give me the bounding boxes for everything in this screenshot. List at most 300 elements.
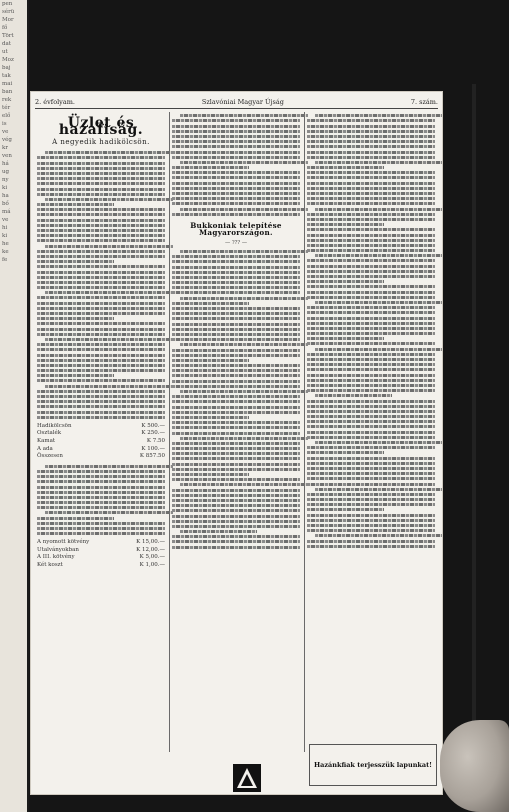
- illegible-text-line: [172, 520, 300, 523]
- edge-fragment: tér: [2, 105, 11, 111]
- illegible-text-line: [307, 156, 435, 159]
- illegible-text-line: [172, 140, 300, 143]
- ledger-label: Összesen: [37, 453, 63, 460]
- illegible-text-line: [172, 421, 300, 424]
- illegible-text-line: [37, 193, 165, 196]
- illegible-text-line: [307, 223, 384, 226]
- illegible-text-line: [307, 270, 435, 273]
- illegible-text-line: [307, 182, 435, 185]
- illegible-text-line: [37, 219, 165, 222]
- illegible-text-line: [45, 385, 173, 388]
- illegible-text-line: [307, 405, 435, 408]
- illegible-text-line: [180, 114, 308, 117]
- illegible-text-line: [45, 291, 173, 294]
- illegible-text-line: [37, 203, 114, 206]
- illegible-text-line: [172, 463, 300, 466]
- ledger-value: K 100.—: [141, 445, 165, 452]
- column-1: [37, 112, 165, 574]
- illegible-text-line: [307, 519, 435, 522]
- edge-fragment: ke: [2, 249, 9, 255]
- illegible-text-line: [172, 281, 300, 284]
- ledger-label: Hadikölcsön: [37, 422, 72, 429]
- edge-fragment: elő: [2, 113, 11, 119]
- illegible-text-line: [307, 322, 435, 325]
- illegible-text-line: [180, 390, 308, 393]
- ledger-table: [37, 423, 165, 461]
- illegible-text-line: [172, 364, 300, 367]
- illegible-text-line: [37, 359, 165, 362]
- illegible-text-line: [172, 473, 249, 476]
- article-body: [37, 151, 165, 419]
- illegible-text-line: [172, 192, 300, 195]
- ledger-value: K 12,00.—: [136, 546, 165, 553]
- illegible-text-line: [37, 416, 165, 419]
- illegible-text-line: [45, 245, 173, 248]
- illegible-text-line: [180, 437, 308, 440]
- illegible-text-line: [37, 496, 165, 499]
- illegible-text-line: [307, 332, 435, 335]
- illegible-text-line: [172, 406, 300, 409]
- illegible-text-line: [37, 224, 165, 227]
- illegible-text-line: [307, 436, 435, 439]
- illegible-text-line: [37, 506, 165, 509]
- illegible-text-line: [37, 271, 165, 274]
- illegible-text-line: [172, 509, 300, 512]
- illegible-text-line: [307, 451, 384, 454]
- illegible-text-line: [172, 540, 300, 543]
- illegible-text-line: [172, 385, 300, 388]
- edge-fragment: tak: [2, 73, 11, 79]
- illegible-text-line: [172, 166, 249, 169]
- illegible-text-line: [37, 162, 165, 165]
- page-header: [35, 96, 438, 109]
- illegible-text-line: [307, 420, 435, 423]
- illegible-text-line: [37, 527, 165, 530]
- illegible-text-line: [307, 503, 435, 506]
- edge-fragment: vég: [2, 137, 12, 143]
- illegible-text-line: [37, 411, 165, 414]
- illegible-text-line: [37, 260, 114, 263]
- illegible-text-line: [180, 161, 308, 164]
- illegible-text-line: [37, 229, 165, 232]
- illegible-text-line: [37, 475, 165, 478]
- illegible-text-line: [307, 410, 435, 413]
- column-3: [307, 112, 435, 550]
- illegible-text-line: [172, 187, 300, 190]
- ledger-value: K 1,00.—: [139, 561, 165, 568]
- illegible-text-line: [37, 354, 165, 357]
- ledger-value: K 500.—: [141, 422, 165, 429]
- illegible-text-line: [315, 488, 442, 491]
- illegible-text-line: [37, 486, 165, 489]
- edge-fragment: Tört: [2, 33, 14, 39]
- illegible-text-line: [37, 390, 165, 393]
- illegible-text-line: [37, 167, 165, 170]
- edge-fragment: ug: [2, 169, 10, 175]
- edge-fragment: ve: [2, 129, 9, 135]
- article2-body: [172, 250, 300, 549]
- illegible-text-line: [172, 202, 300, 205]
- illegible-text-line: [172, 432, 300, 435]
- illegible-text-line: [172, 400, 300, 403]
- illegible-text-line: [172, 135, 300, 138]
- illegible-text-line: [172, 354, 300, 357]
- illegible-text-line: [307, 197, 435, 200]
- illegible-text-line: [37, 333, 165, 336]
- illegible-text-line: [315, 114, 442, 117]
- illegible-text-line: [172, 176, 300, 179]
- illegible-text-line: [37, 307, 165, 310]
- edge-fragment: dat: [2, 41, 12, 47]
- illegible-text-line: [172, 457, 300, 460]
- illegible-text-line: [307, 306, 435, 309]
- ledger-row: [37, 554, 165, 562]
- illegible-text-line: [307, 140, 435, 143]
- illegible-text-line: [307, 213, 435, 216]
- illegible-text-line: [172, 494, 300, 497]
- illegible-text-line: [307, 415, 435, 418]
- illegible-text-line: [172, 213, 300, 216]
- edge-fragment: ki: [2, 233, 8, 239]
- illegible-text-line: [37, 322, 165, 325]
- ledger-value: K 5,00.—: [139, 554, 165, 561]
- illegible-text-line: [307, 540, 435, 543]
- illegible-text-line: [315, 254, 442, 257]
- edge-fragment: bő: [2, 201, 9, 207]
- illegible-text-line: [172, 255, 300, 258]
- edge-fragment: Moz: [2, 57, 14, 63]
- illegible-text-line: [307, 187, 435, 190]
- article2-body-continued: [307, 114, 435, 548]
- illegible-text-line: [172, 151, 300, 154]
- illegible-text-line: [37, 302, 165, 305]
- illegible-text-line: [37, 265, 165, 268]
- illegible-text-line: [315, 394, 392, 397]
- illegible-text-line: [37, 177, 165, 180]
- edge-fragment: fe: [2, 257, 8, 263]
- illegible-text-line: [315, 534, 442, 537]
- film-target-icon: [233, 764, 261, 792]
- illegible-text-line: [307, 151, 435, 154]
- illegible-text-line: [37, 281, 165, 284]
- illegible-text-line: [172, 369, 300, 372]
- newspaper-page: [31, 92, 442, 794]
- illegible-text-line: [307, 275, 435, 278]
- edge-fragment: sérü: [2, 9, 15, 15]
- illegible-text-line: [45, 338, 173, 341]
- illegible-text-line: [315, 161, 442, 164]
- illegible-text-line: [315, 301, 442, 304]
- article2-dateline: — ??? —: [224, 239, 248, 246]
- illegible-text-line: [180, 250, 308, 253]
- ledger-label: Két koszt: [37, 561, 63, 568]
- edge-fragment: pen: [2, 1, 13, 7]
- newspaper-title: Szlavóniai Magyar Újság: [201, 98, 284, 106]
- illegible-text-line: [37, 213, 165, 216]
- illegible-text-line: [307, 477, 435, 480]
- illegible-text-line: [307, 508, 384, 511]
- illegible-text-line: [307, 514, 435, 517]
- illegible-text-line: [172, 271, 300, 274]
- illegible-text-line: [172, 374, 300, 377]
- illegible-text-line: [37, 364, 165, 367]
- edge-fragment: Mor: [2, 17, 14, 23]
- illegible-text-line: [37, 470, 165, 473]
- illegible-text-line: [172, 266, 300, 269]
- illegible-text-line: [37, 296, 165, 299]
- illegible-text-line: [172, 426, 300, 429]
- illegible-text-line: [172, 312, 300, 315]
- illegible-text-line: [172, 525, 300, 528]
- illegible-text-line: [172, 411, 300, 414]
- ledger-value: K 250.—: [141, 430, 165, 437]
- edge-fragment: ut: [2, 49, 8, 55]
- illegible-text-line: [172, 156, 300, 159]
- ledger-row: [37, 438, 165, 446]
- ledger-value: K 15,00.—: [136, 539, 165, 546]
- illegible-text-line: [172, 359, 249, 362]
- edge-fragment: ki: [2, 185, 8, 191]
- illegible-text-line: [172, 276, 300, 279]
- illegible-text-line: [37, 501, 165, 504]
- illegible-text-line: [307, 249, 435, 252]
- illegible-text-line: [45, 151, 173, 154]
- illegible-text-line: [172, 395, 300, 398]
- edge-fragment: hi: [2, 225, 8, 231]
- illegible-text-line: [307, 493, 435, 496]
- illegible-text-line: [172, 307, 300, 310]
- ledger-label: A III. kötvény: [37, 554, 75, 561]
- edge-fragment: ban: [2, 89, 13, 95]
- edge-fragment: baj: [2, 65, 11, 71]
- illegible-text-line: [172, 328, 300, 331]
- illegible-text-line: [307, 374, 435, 377]
- illegible-text-line: [37, 182, 165, 185]
- illegible-text-line: [172, 416, 249, 419]
- illegible-text-line: [37, 317, 114, 320]
- illegible-text-line: [37, 286, 165, 289]
- illegible-text-line: [37, 234, 165, 237]
- illegible-text-line: [307, 457, 435, 460]
- ledger-label: Kamat: [37, 437, 56, 444]
- illegible-text-line: [45, 198, 173, 201]
- illegible-text-line: [307, 425, 435, 428]
- edge-fragment: is: [2, 121, 7, 127]
- ledger-table-2: [37, 539, 165, 569]
- ledger-label: A ada: [37, 445, 53, 452]
- article-subtitle: A negyedik hadikölcsön.: [52, 137, 150, 146]
- illegible-text-line: [307, 239, 435, 242]
- illegible-text-line: [172, 452, 300, 455]
- illegible-text-line: [172, 504, 300, 507]
- illegible-text-line: [307, 176, 435, 179]
- article-title: Üzlet és hazafiság.: [58, 115, 144, 139]
- illegible-text-line: [172, 197, 300, 200]
- illegible-text-line: [307, 202, 435, 205]
- illegible-text-line: [172, 535, 300, 538]
- illegible-text-line: [180, 343, 308, 346]
- illegible-text-line: [37, 208, 165, 211]
- illegible-text-line: [307, 337, 384, 340]
- illegible-text-line: [172, 468, 300, 471]
- page-number: 7. szám.: [410, 98, 438, 106]
- illegible-text-line: [37, 532, 165, 535]
- illegible-text-line: [307, 342, 435, 345]
- ledger-row: [37, 430, 165, 438]
- illegible-text-line: [307, 265, 435, 268]
- illegible-text-line: [37, 312, 165, 315]
- illegible-text-line: [37, 276, 165, 279]
- illegible-text-line: [37, 374, 114, 377]
- illegible-text-line: [307, 529, 435, 532]
- ledger-label: A nyomott kötvény: [37, 539, 90, 546]
- illegible-text-line: [307, 259, 435, 262]
- illegible-text-line: [172, 447, 300, 450]
- illegible-text-line: [37, 239, 165, 242]
- scanner-hand: [440, 720, 509, 812]
- illegible-text-line: [307, 125, 435, 128]
- edge-fragment: ny: [2, 177, 9, 183]
- illegible-text-line: [307, 296, 435, 299]
- illegible-text-line: [37, 405, 165, 408]
- ledger-label: Utalványokban: [37, 546, 79, 553]
- illegible-text-line: [172, 499, 300, 502]
- adjacent-page-edge: [0, 0, 29, 812]
- illegible-text-line: [180, 530, 257, 533]
- illegible-text-line: [315, 348, 442, 351]
- edge-fragment: rek: [2, 97, 12, 103]
- ledger-row: [37, 539, 165, 547]
- illegible-text-line: [37, 156, 165, 159]
- column-divider: [169, 112, 170, 752]
- illegible-text-line: [172, 260, 300, 263]
- illegible-text-line: [172, 125, 300, 128]
- column-2: [172, 112, 300, 551]
- illegible-text-line: [37, 255, 165, 258]
- illegible-text-line: [45, 465, 173, 468]
- article2-title: Bukkoniak telepítése Magyarországon.: [190, 220, 282, 238]
- edge-fragment: má: [2, 209, 11, 215]
- illegible-text-line: [172, 130, 300, 133]
- illegible-text-line: [307, 285, 435, 288]
- illegible-text-line: [172, 380, 300, 383]
- ledger-row: [37, 562, 165, 570]
- illegible-text-line: [172, 338, 300, 341]
- illegible-text-line: [307, 379, 435, 382]
- illegible-text-line: [172, 489, 300, 492]
- illegible-text-line: [172, 286, 300, 289]
- illegible-text-line: [307, 130, 435, 133]
- illegible-text-line: [307, 311, 435, 314]
- illegible-text-line: [307, 467, 435, 470]
- illegible-text-line: [307, 327, 435, 330]
- illegible-text-line: [37, 395, 165, 398]
- illegible-text-line: [172, 323, 300, 326]
- illegible-text-line: [307, 389, 435, 392]
- illegible-text-line: [307, 171, 435, 174]
- illegible-text-line: [37, 379, 165, 382]
- illegible-text-line: [307, 545, 435, 548]
- issue-label: 2. évfolyam.: [35, 98, 75, 106]
- article-body-continued: [37, 465, 165, 535]
- ledger-value: K 7.50: [146, 437, 165, 444]
- illegible-text-line: [172, 478, 300, 481]
- illegible-text-line: [172, 291, 300, 294]
- article-body: [172, 114, 300, 216]
- illegible-text-line: [172, 546, 300, 549]
- edge-fragment: fő: [2, 25, 8, 31]
- illegible-text-line: [172, 442, 300, 445]
- illegible-text-line: [307, 358, 435, 361]
- ledger-row: [37, 453, 165, 461]
- illegible-text-line: [37, 400, 165, 403]
- illegible-text-line: [172, 119, 300, 122]
- promo-text: Hazánkfiak terjesszük lapunkat!: [314, 761, 432, 769]
- illegible-text-line: [307, 228, 435, 231]
- illegible-text-line: [307, 472, 435, 475]
- illegible-text-line: [307, 317, 435, 320]
- illegible-text-line: [172, 182, 300, 185]
- illegible-text-line: [37, 328, 165, 331]
- illegible-text-line: [307, 524, 435, 527]
- illegible-text-line: [37, 348, 165, 351]
- edge-fragment: ha: [2, 193, 9, 199]
- illegible-text-line: [180, 208, 308, 211]
- scan-edge-shadow: [472, 84, 476, 792]
- illegible-text-line: [307, 192, 435, 195]
- edge-fragment: há: [2, 161, 9, 167]
- ledger-label: Osztalék: [37, 430, 62, 437]
- edge-fragment: kr: [2, 145, 8, 151]
- edge-fragment: ve: [2, 217, 9, 223]
- illegible-text-line: [307, 244, 435, 247]
- illegible-text-line: [37, 491, 165, 494]
- illegible-text-line: [180, 297, 308, 300]
- edge-fragment: ven: [2, 153, 12, 159]
- illegible-text-line: [37, 188, 165, 191]
- illegible-text-line: [315, 441, 442, 444]
- illegible-text-line: [307, 498, 435, 501]
- illegible-text-line: [307, 234, 435, 237]
- illegible-text-line: [172, 171, 300, 174]
- edge-fragment: he: [2, 241, 9, 247]
- illegible-text-line: [172, 302, 249, 305]
- promo-box: [309, 744, 437, 786]
- illegible-text-line: [307, 291, 435, 294]
- illegible-text-line: [172, 333, 300, 336]
- illegible-text-line: [307, 483, 435, 486]
- illegible-text-line: [307, 280, 384, 283]
- illegible-text-line: [37, 172, 165, 175]
- illegible-text-line: [307, 119, 435, 122]
- edge-fragment: mai: [2, 81, 13, 87]
- illegible-text-line: [307, 368, 435, 371]
- illegible-text-line: [307, 145, 435, 148]
- illegible-text-line: [37, 369, 165, 372]
- illegible-text-line: [180, 483, 308, 486]
- illegible-text-line: [307, 353, 435, 356]
- illegible-text-line: [307, 363, 435, 366]
- illegible-text-line: [45, 511, 173, 514]
- ledger-value: K 857.50: [139, 453, 165, 460]
- illegible-text-line: [307, 135, 435, 138]
- illegible-text-line: [307, 218, 435, 221]
- illegible-text-line: [315, 208, 442, 211]
- illegible-text-line: [37, 522, 165, 525]
- illegible-text-line: [172, 349, 300, 352]
- illegible-text-line: [37, 517, 114, 520]
- illegible-text-line: [307, 166, 384, 169]
